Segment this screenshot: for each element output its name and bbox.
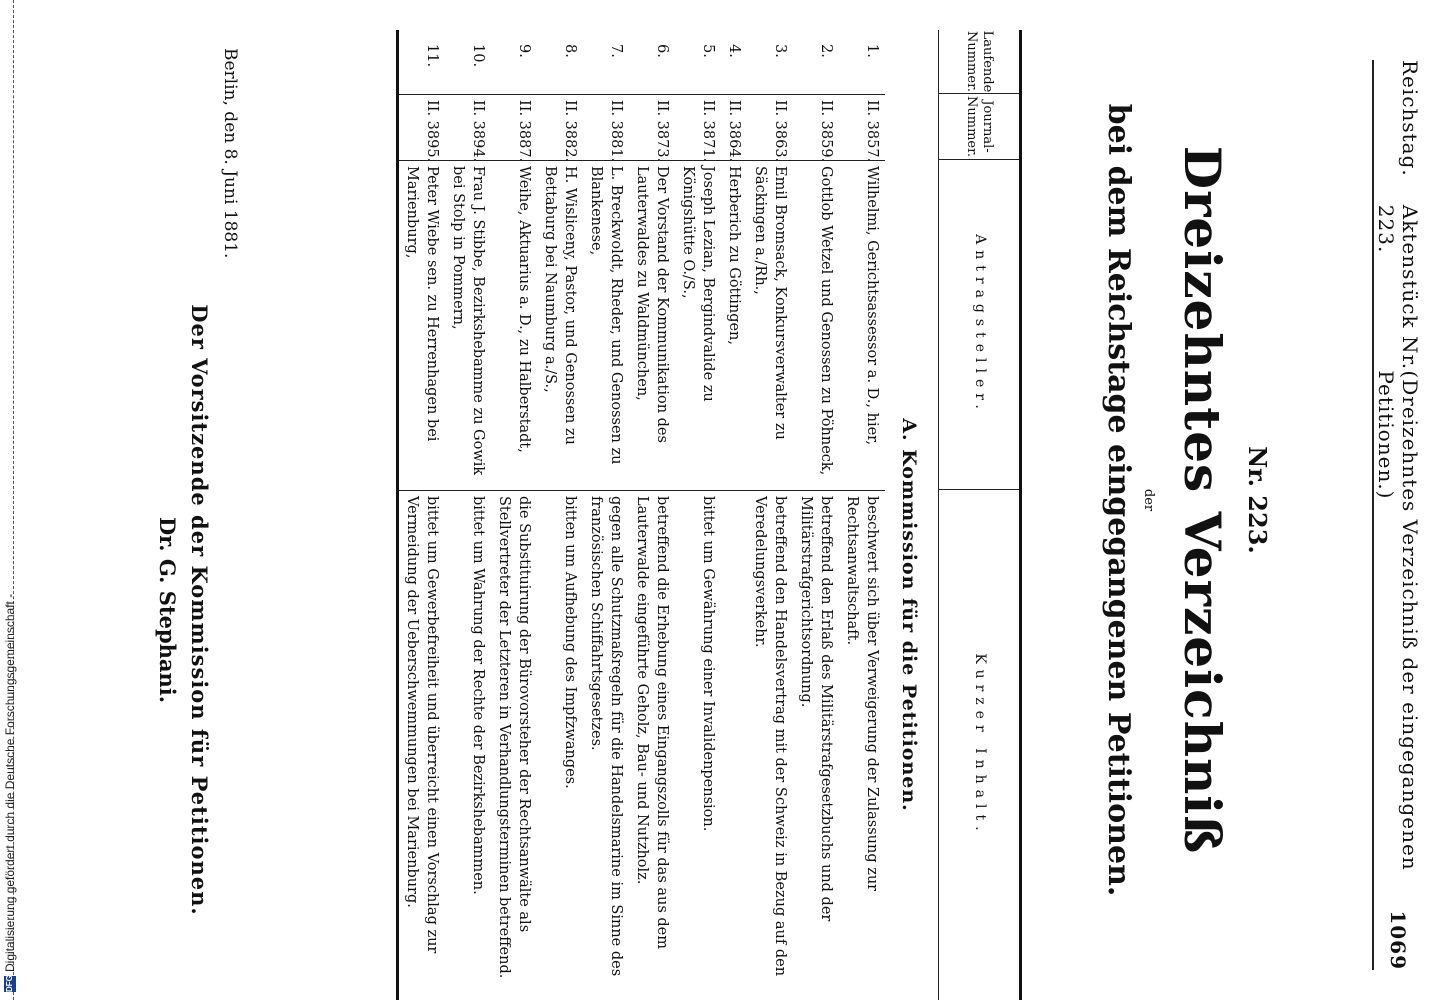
table-row (747, 30, 793, 1000)
table-row (675, 30, 721, 1000)
column-rule (399, 94, 885, 95)
row-journal-number: II. 3894. (470, 100, 486, 163)
row-content: bittet um Wahrung der Rechte der Bezirkshebammen. (470, 496, 486, 895)
row-number: 10. (470, 44, 486, 68)
table-row (721, 30, 747, 1000)
table-row (399, 30, 445, 1000)
section-heading: A. Kommission für die Petitionen. (898, 418, 920, 812)
column-rule (399, 160, 885, 161)
running-head-reichstag: Reichstag. (1398, 60, 1422, 177)
row-petitioner: Der Vorstand der Kommunikation des Lauterwaldes zu Waldmünchen, (634, 166, 670, 443)
row-content: gegen alle Schutzmaßregeln für die Handelsmarine im Sinne des französischen Schiffahrtsgesetzes. (588, 496, 624, 977)
row-number: 7. (608, 44, 624, 58)
table-row (583, 30, 629, 1000)
row-content: betreffend den Handelsvertrag mit der Schweiz in Bezug auf den Veredelungsverkehr. (752, 496, 788, 977)
header-running-no: Laufende Nummer. (939, 30, 1019, 94)
running-head (1374, 60, 1422, 970)
row-petitioner: H. Wisliceny, Pastor, und Genossen zu Bettaburg bei Naumburg a./S., (542, 166, 578, 445)
row-journal-number: II. 3857. (864, 100, 880, 163)
table-header (938, 30, 1019, 1000)
row-content: beschwert sich über Verweigerung der Zulassung zur Rechtsanwaltschaft. (844, 496, 880, 892)
row-content (721, 490, 747, 1000)
page-number: 1069 (1386, 910, 1410, 970)
document-title: Dreizehntes Verzeichniß (1173, 145, 1232, 855)
row-number: 1. (864, 44, 880, 58)
row-content: bittet um Gewerbefreiheit und überreicht einen Vorschlag zur Vermeidung der Ueberschwemmungen bei Marienburg. (404, 496, 440, 954)
row-journal-number: II. 3881. (608, 100, 624, 163)
row-journal-number: II. 3863. (772, 100, 788, 163)
document-der: der (1141, 488, 1156, 512)
row-petitioner: Gottlob Wetzel und Genossen zu Pöhneck, (818, 166, 834, 476)
row-content: betreffend den Erlaß des Militärstrafgesetzbuchs und der Militärstrafgerichtsordnung. (798, 496, 834, 922)
row-petitioner: Joseph Lezian, Bergindvalide zu Königshütte O./S., (680, 166, 716, 402)
row-content: bitten um Aufhebung des Impfzwanges. (562, 496, 578, 789)
row-journal-number: II. 3864. (726, 100, 742, 163)
table-row (793, 30, 839, 1000)
footer-signature-title: Der Vorsitzende der Kommission für Petitionen. (187, 304, 212, 916)
table-row (537, 30, 583, 1000)
document-subtitle: bei dem Reichstage eingegangenen Petitionen. (1101, 103, 1136, 897)
row-number: 3. (772, 44, 788, 58)
dfg-logo-icon: DFG (5, 975, 14, 992)
running-head-aktenstueck: Aktenstück Nr. 223. (1374, 204, 1422, 371)
row-number: 6. (654, 44, 670, 58)
row-journal-number: II. 3859. (818, 100, 834, 163)
row-petitioner: Emil Bromsack, Konkursverwalter zu Säckingen a./Rh., (752, 166, 788, 440)
row-number: 5. (700, 44, 716, 58)
row-petitioner: Peter Wiebe sen. zu Herrenhagen bei Marienburg, (404, 166, 440, 442)
running-head-center: (Dreizehntes Verzeichniß der eingegangenen Petitionen.) (1374, 370, 1422, 871)
row-content: betreffend die Erhebung eines Eingangszolls für das aus dem Lauterwalde eingeführte Geholz, Bau- und Nutzholz. (634, 496, 670, 950)
table-row (629, 30, 675, 1000)
table-row (839, 30, 885, 1000)
table-body (399, 30, 885, 1000)
row-petitioner: L. Breckwoldt, Rheder, und Genossen zu Blankenese, (588, 166, 624, 465)
footer-date: Berlin, den 8. Juni 1881. (220, 48, 240, 259)
row-journal-number: II. 3895. (424, 100, 440, 163)
row-journal-number: II. 3873. (654, 100, 670, 163)
row-number: 9. (516, 44, 532, 58)
column-rule (399, 490, 885, 491)
footer-signature-name: Dr. G. Stephani. (155, 516, 180, 704)
row-number: 8. (562, 44, 578, 58)
header-content: Kurzer Inhalt. (971, 653, 988, 837)
row-number: 4. (726, 44, 742, 58)
row-journal-number: II. 3887. (516, 100, 532, 163)
row-number: 11. (424, 44, 440, 68)
row-petitioner: Frau J. Stibbe, Bezirkshebamme zu Gowik bei Stolp in Pommern, (450, 166, 486, 476)
row-journal-number: II. 3882. (562, 100, 578, 163)
petitions-table (396, 30, 1022, 1000)
header-journal-no: Journal-Nummer. (939, 94, 1019, 160)
row-content: bittet um Gewährung einer Invalidenpension. (700, 496, 716, 832)
row-content: die Substituirung der Bürovorsteher der Rechtsanwälte als Stellvertreter der Letzteren in Verhandlungsterminen betreffend. (496, 496, 532, 979)
header-petitioner: Antragsteller. (939, 160, 1019, 490)
head-rule (1372, 60, 1374, 970)
digitization-stripe (0, 0, 20, 1000)
row-journal-number: II. 3871. (700, 100, 716, 163)
row-petitioner: Weihe, Aktuarius a. D., zu Halberstadt, (516, 166, 532, 453)
row-petitioner: Herberich zu Göttingen, (726, 166, 742, 345)
row-petitioner: Wilhelmi, Gerichtsassessor a. D., hier, (864, 166, 880, 446)
table-row (445, 30, 491, 1000)
table-row (491, 30, 537, 1000)
row-number: 2. (818, 44, 834, 58)
digitization-note: Digitalisierung gefördert durch die Deutsche Forschungsgemeinschaft - (3, 593, 17, 972)
issue-number: Nr. 223. (1243, 446, 1272, 554)
